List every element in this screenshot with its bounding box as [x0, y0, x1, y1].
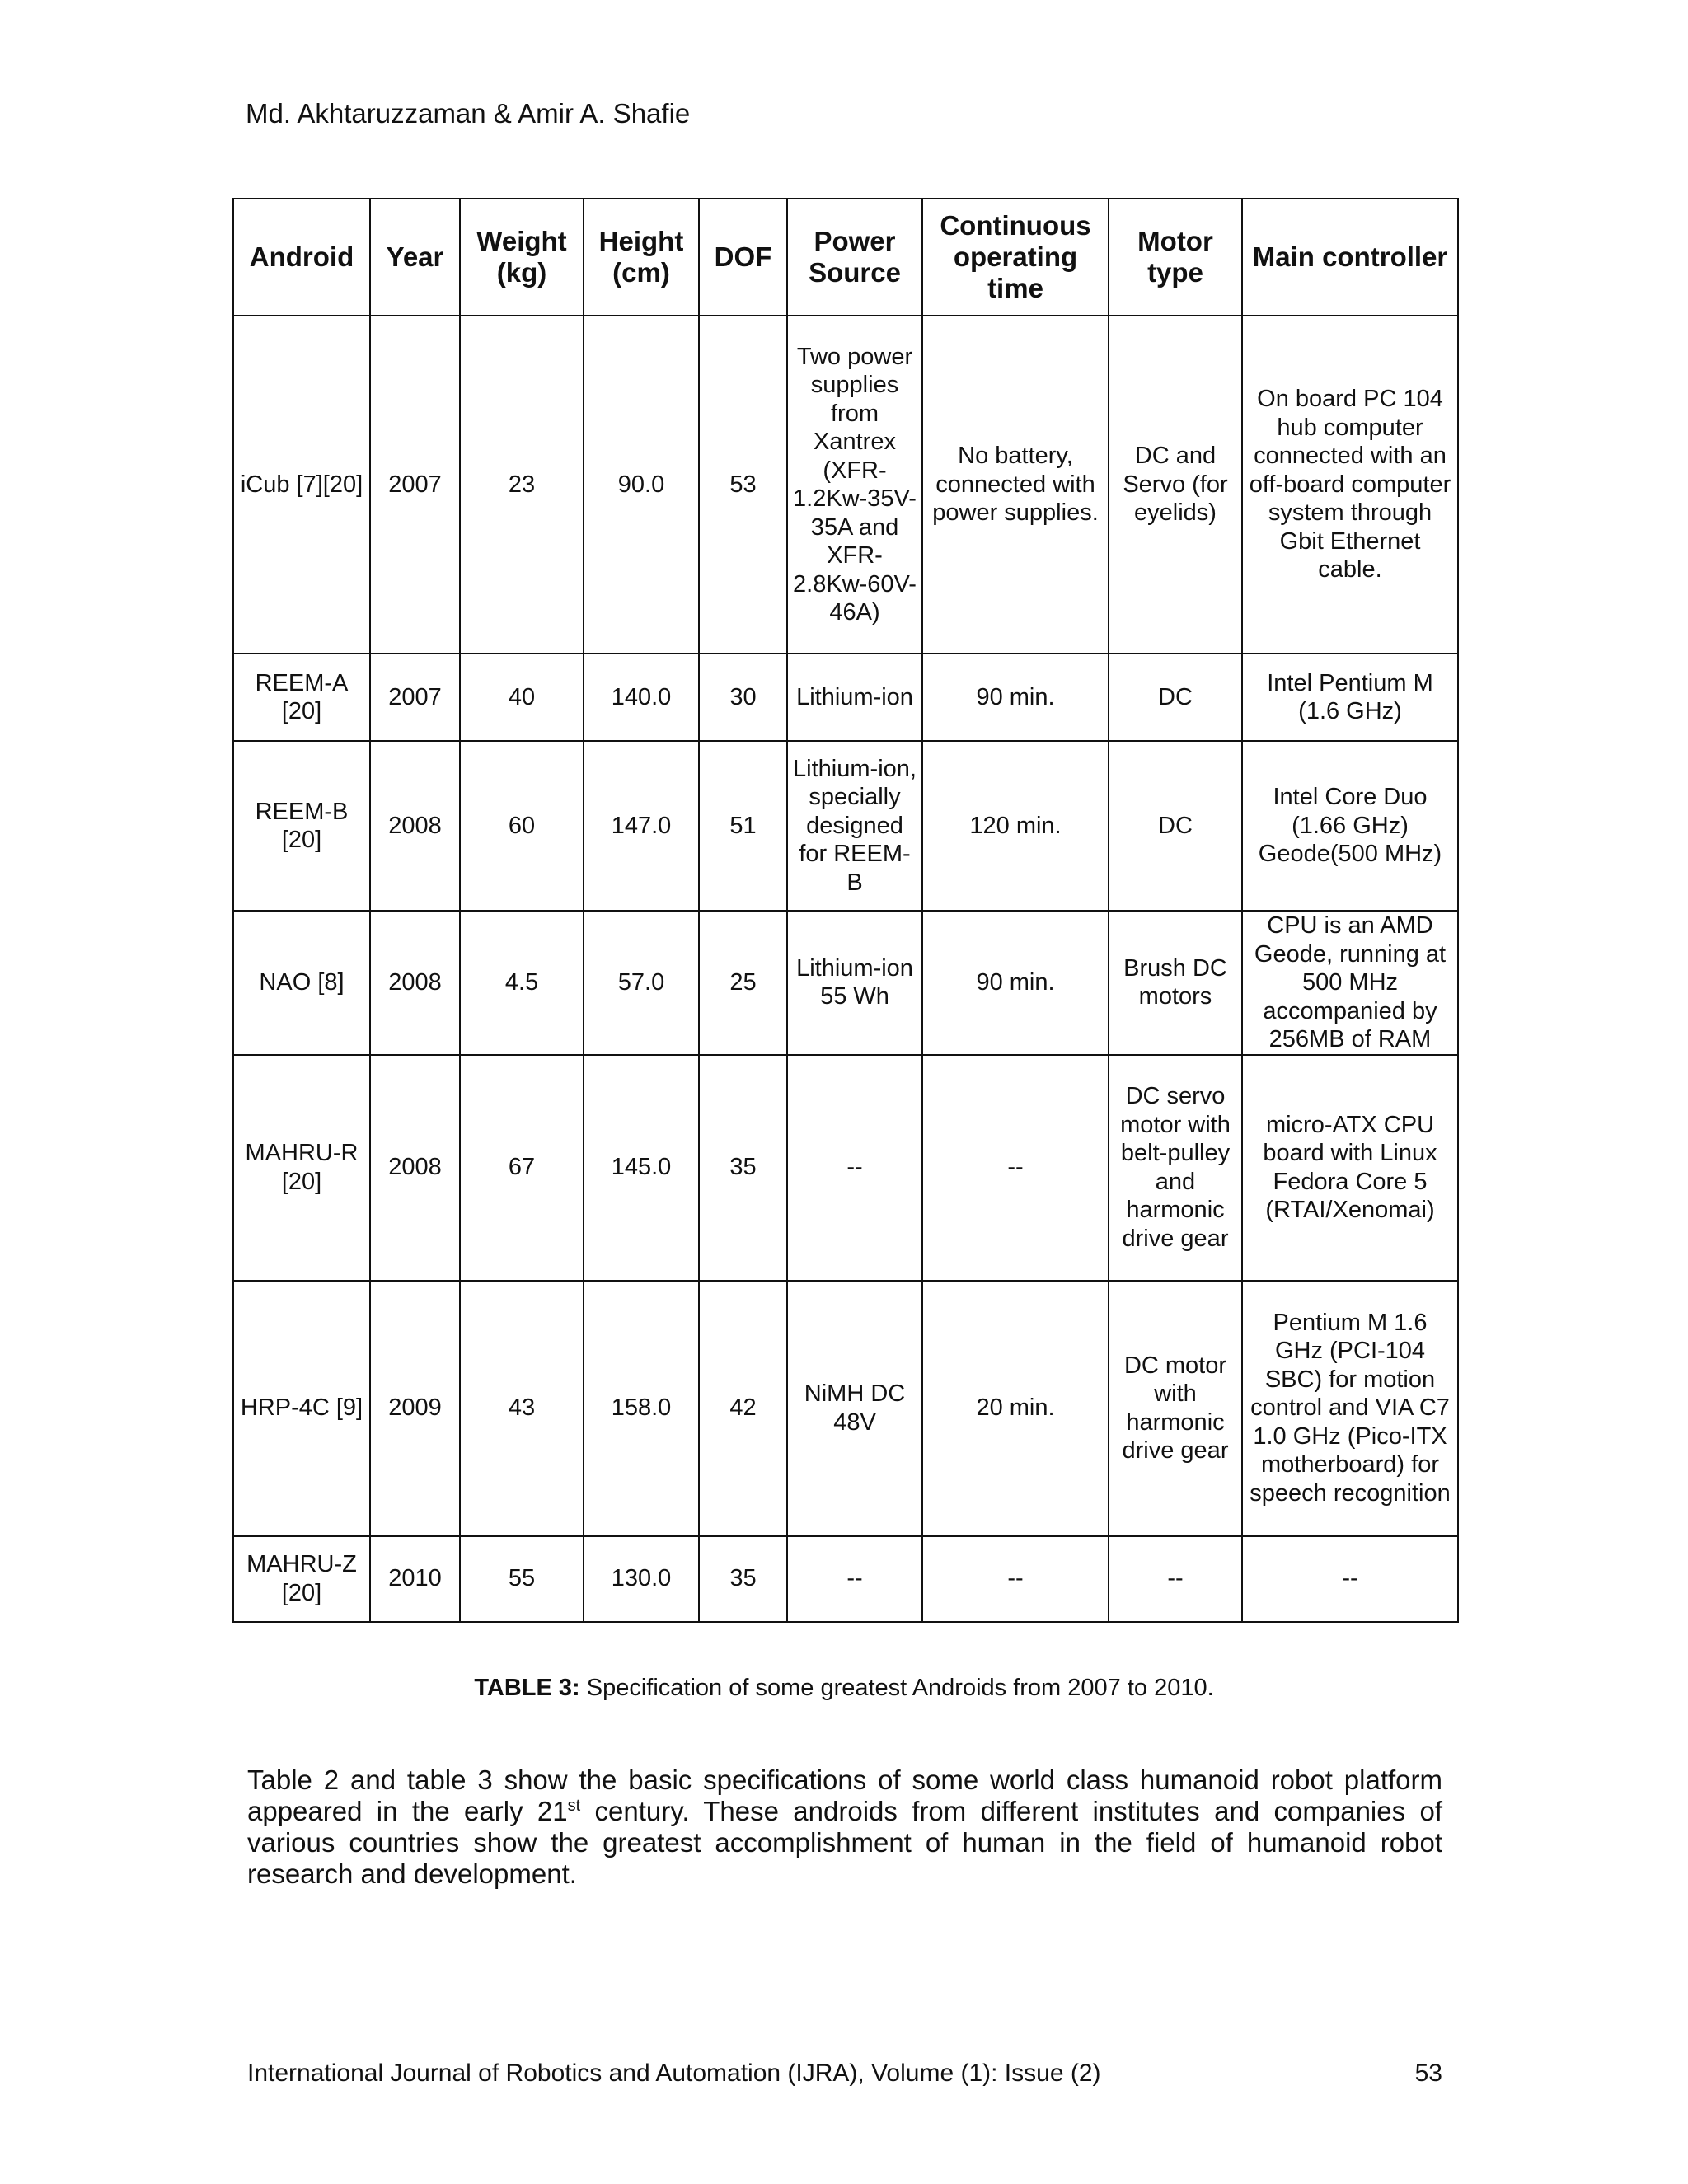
column-header-motor-type: Motor type: [1109, 199, 1242, 316]
android-specification-table: [232, 198, 1459, 1623]
cell-weight: 43: [460, 1281, 584, 1536]
table-caption-label: TABLE 3:: [474, 1675, 580, 1701]
cell-motor-type: --: [1109, 1536, 1242, 1622]
cell-motor-type: DC motor with harmonic drive gear: [1109, 1281, 1242, 1536]
cell-weight: 40: [460, 654, 584, 741]
cell-height: 158.0: [584, 1281, 699, 1536]
cell-power-source: --: [787, 1536, 922, 1622]
cell-main-controller: micro-ATX CPU board with Linux Fedora Core 5 (RTAI/Xenomai): [1242, 1055, 1458, 1281]
column-header-operating-time: Continuous operating time: [922, 199, 1109, 316]
cell-dof: 25: [699, 911, 787, 1055]
body-paragraph: [247, 1765, 1442, 1890]
cell-operating-time: 20 min.: [922, 1281, 1109, 1536]
cell-power-source: Lithium-ion 55 Wh: [787, 911, 922, 1055]
column-header-height: Height (cm): [584, 199, 699, 316]
table-row: [233, 1281, 1458, 1536]
cell-year: 2009: [370, 1281, 460, 1536]
cell-motor-type: DC and Servo (for eyelids): [1109, 316, 1242, 654]
cell-dof: 35: [699, 1536, 787, 1622]
cell-weight: 55: [460, 1536, 584, 1622]
cell-operating-time: --: [922, 1055, 1109, 1281]
footer-page-number: 53: [1414, 2060, 1442, 2087]
column-header-year: Year: [370, 199, 460, 316]
cell-operating-time: 90 min.: [922, 911, 1109, 1055]
cell-power-source: Lithium-ion, specially designed for REEM-B: [787, 741, 922, 911]
table-row: [233, 741, 1458, 911]
table-row: [233, 654, 1458, 741]
cell-height: 147.0: [584, 741, 699, 911]
cell-year: 2008: [370, 911, 460, 1055]
table-caption-text: Specification of some greatest Androids from 2007 to 2010.: [579, 1675, 1214, 1701]
cell-height: 90.0: [584, 316, 699, 654]
cell-height: 130.0: [584, 1536, 699, 1622]
cell-power-source: --: [787, 1055, 922, 1281]
cell-weight: 60: [460, 741, 584, 911]
cell-main-controller: Intel Core Duo (1.66 GHz) Geode(500 MHz): [1242, 741, 1458, 911]
cell-year: 2010: [370, 1536, 460, 1622]
cell-motor-type: DC: [1109, 741, 1242, 911]
paragraph-superscript: st: [567, 1797, 581, 1815]
cell-android: iCub [7][20]: [233, 316, 370, 654]
cell-motor-type: DC: [1109, 654, 1242, 741]
cell-operating-time: 120 min.: [922, 741, 1109, 911]
cell-operating-time: --: [922, 1536, 1109, 1622]
cell-height: 140.0: [584, 654, 699, 741]
cell-year: 2007: [370, 654, 460, 741]
cell-height: 57.0: [584, 911, 699, 1055]
cell-power-source: Two power supplies from Xantrex (XFR-1.2Kw-35V-35A and XFR-2.8Kw-60V-46A): [787, 316, 922, 654]
table-header-row: [233, 199, 1458, 316]
cell-android: NAO [8]: [233, 911, 370, 1055]
column-header-android: Android: [233, 199, 370, 316]
footer-journal-citation: International Journal of Robotics and Automation (IJRA), Volume (1): Issue (2): [247, 2060, 1101, 2087]
cell-weight: 23: [460, 316, 584, 654]
table-row: [233, 1055, 1458, 1281]
cell-android: REEM-A [20]: [233, 654, 370, 741]
cell-operating-time: No battery, connected with power supplies.: [922, 316, 1109, 654]
cell-dof: 51: [699, 741, 787, 911]
table-row: [233, 1536, 1458, 1622]
cell-main-controller: CPU is an AMD Geode, running at 500 MHz accompanied by 256MB of RAM: [1242, 911, 1458, 1055]
cell-power-source: NiMH DC 48V: [787, 1281, 922, 1536]
cell-motor-type: Brush DC motors: [1109, 911, 1242, 1055]
cell-year: 2008: [370, 1055, 460, 1281]
cell-main-controller: Intel Pentium M (1.6 GHz): [1242, 654, 1458, 741]
table-caption: [0, 1673, 1688, 1703]
paragraph-text-end: century. These androids from different institutes and companies of various countries show the greatest accomplishment of human in the field of humanoid robot research and development.: [247, 1796, 1442, 1889]
running-header-authors: Md. Akhtaruzzaman & Amir A. Shafie: [246, 98, 691, 129]
table-row: [233, 316, 1458, 654]
cell-dof: 35: [699, 1055, 787, 1281]
cell-weight: 67: [460, 1055, 584, 1281]
cell-main-controller: On board PC 104 hub computer connected with an off-board computer system through Gbit Ethernet cable.: [1242, 316, 1458, 654]
column-header-main-controller: Main controller: [1242, 199, 1458, 316]
column-header-weight: Weight (kg): [460, 199, 584, 316]
cell-android: REEM-B [20]: [233, 741, 370, 911]
cell-height: 145.0: [584, 1055, 699, 1281]
column-header-power-source: Power Source: [787, 199, 922, 316]
cell-motor-type: DC servo motor with belt-pulley and harmonic drive gear: [1109, 1055, 1242, 1281]
cell-power-source: Lithium-ion: [787, 654, 922, 741]
cell-year: 2007: [370, 316, 460, 654]
cell-dof: 42: [699, 1281, 787, 1536]
column-header-dof: DOF: [699, 199, 787, 316]
cell-android: MAHRU-Z [20]: [233, 1536, 370, 1622]
cell-operating-time: 90 min.: [922, 654, 1109, 741]
cell-main-controller: --: [1242, 1536, 1458, 1622]
cell-year: 2008: [370, 741, 460, 911]
cell-dof: 53: [699, 316, 787, 654]
cell-android: MAHRU-R [20]: [233, 1055, 370, 1281]
cell-android: HRP-4C [9]: [233, 1281, 370, 1536]
paragraph-text-start: Table 2 and table 3 show the basic specifications of some world class humanoid robot platform appeared in the early 21: [247, 1765, 1442, 1826]
cell-main-controller: Pentium M 1.6 GHz (PCI-104 SBC) for motion control and VIA C7 1.0 GHz (Pico-ITX motherboard) for speech recognition: [1242, 1281, 1458, 1536]
table-row: [233, 911, 1458, 1055]
cell-weight: 4.5: [460, 911, 584, 1055]
cell-dof: 30: [699, 654, 787, 741]
